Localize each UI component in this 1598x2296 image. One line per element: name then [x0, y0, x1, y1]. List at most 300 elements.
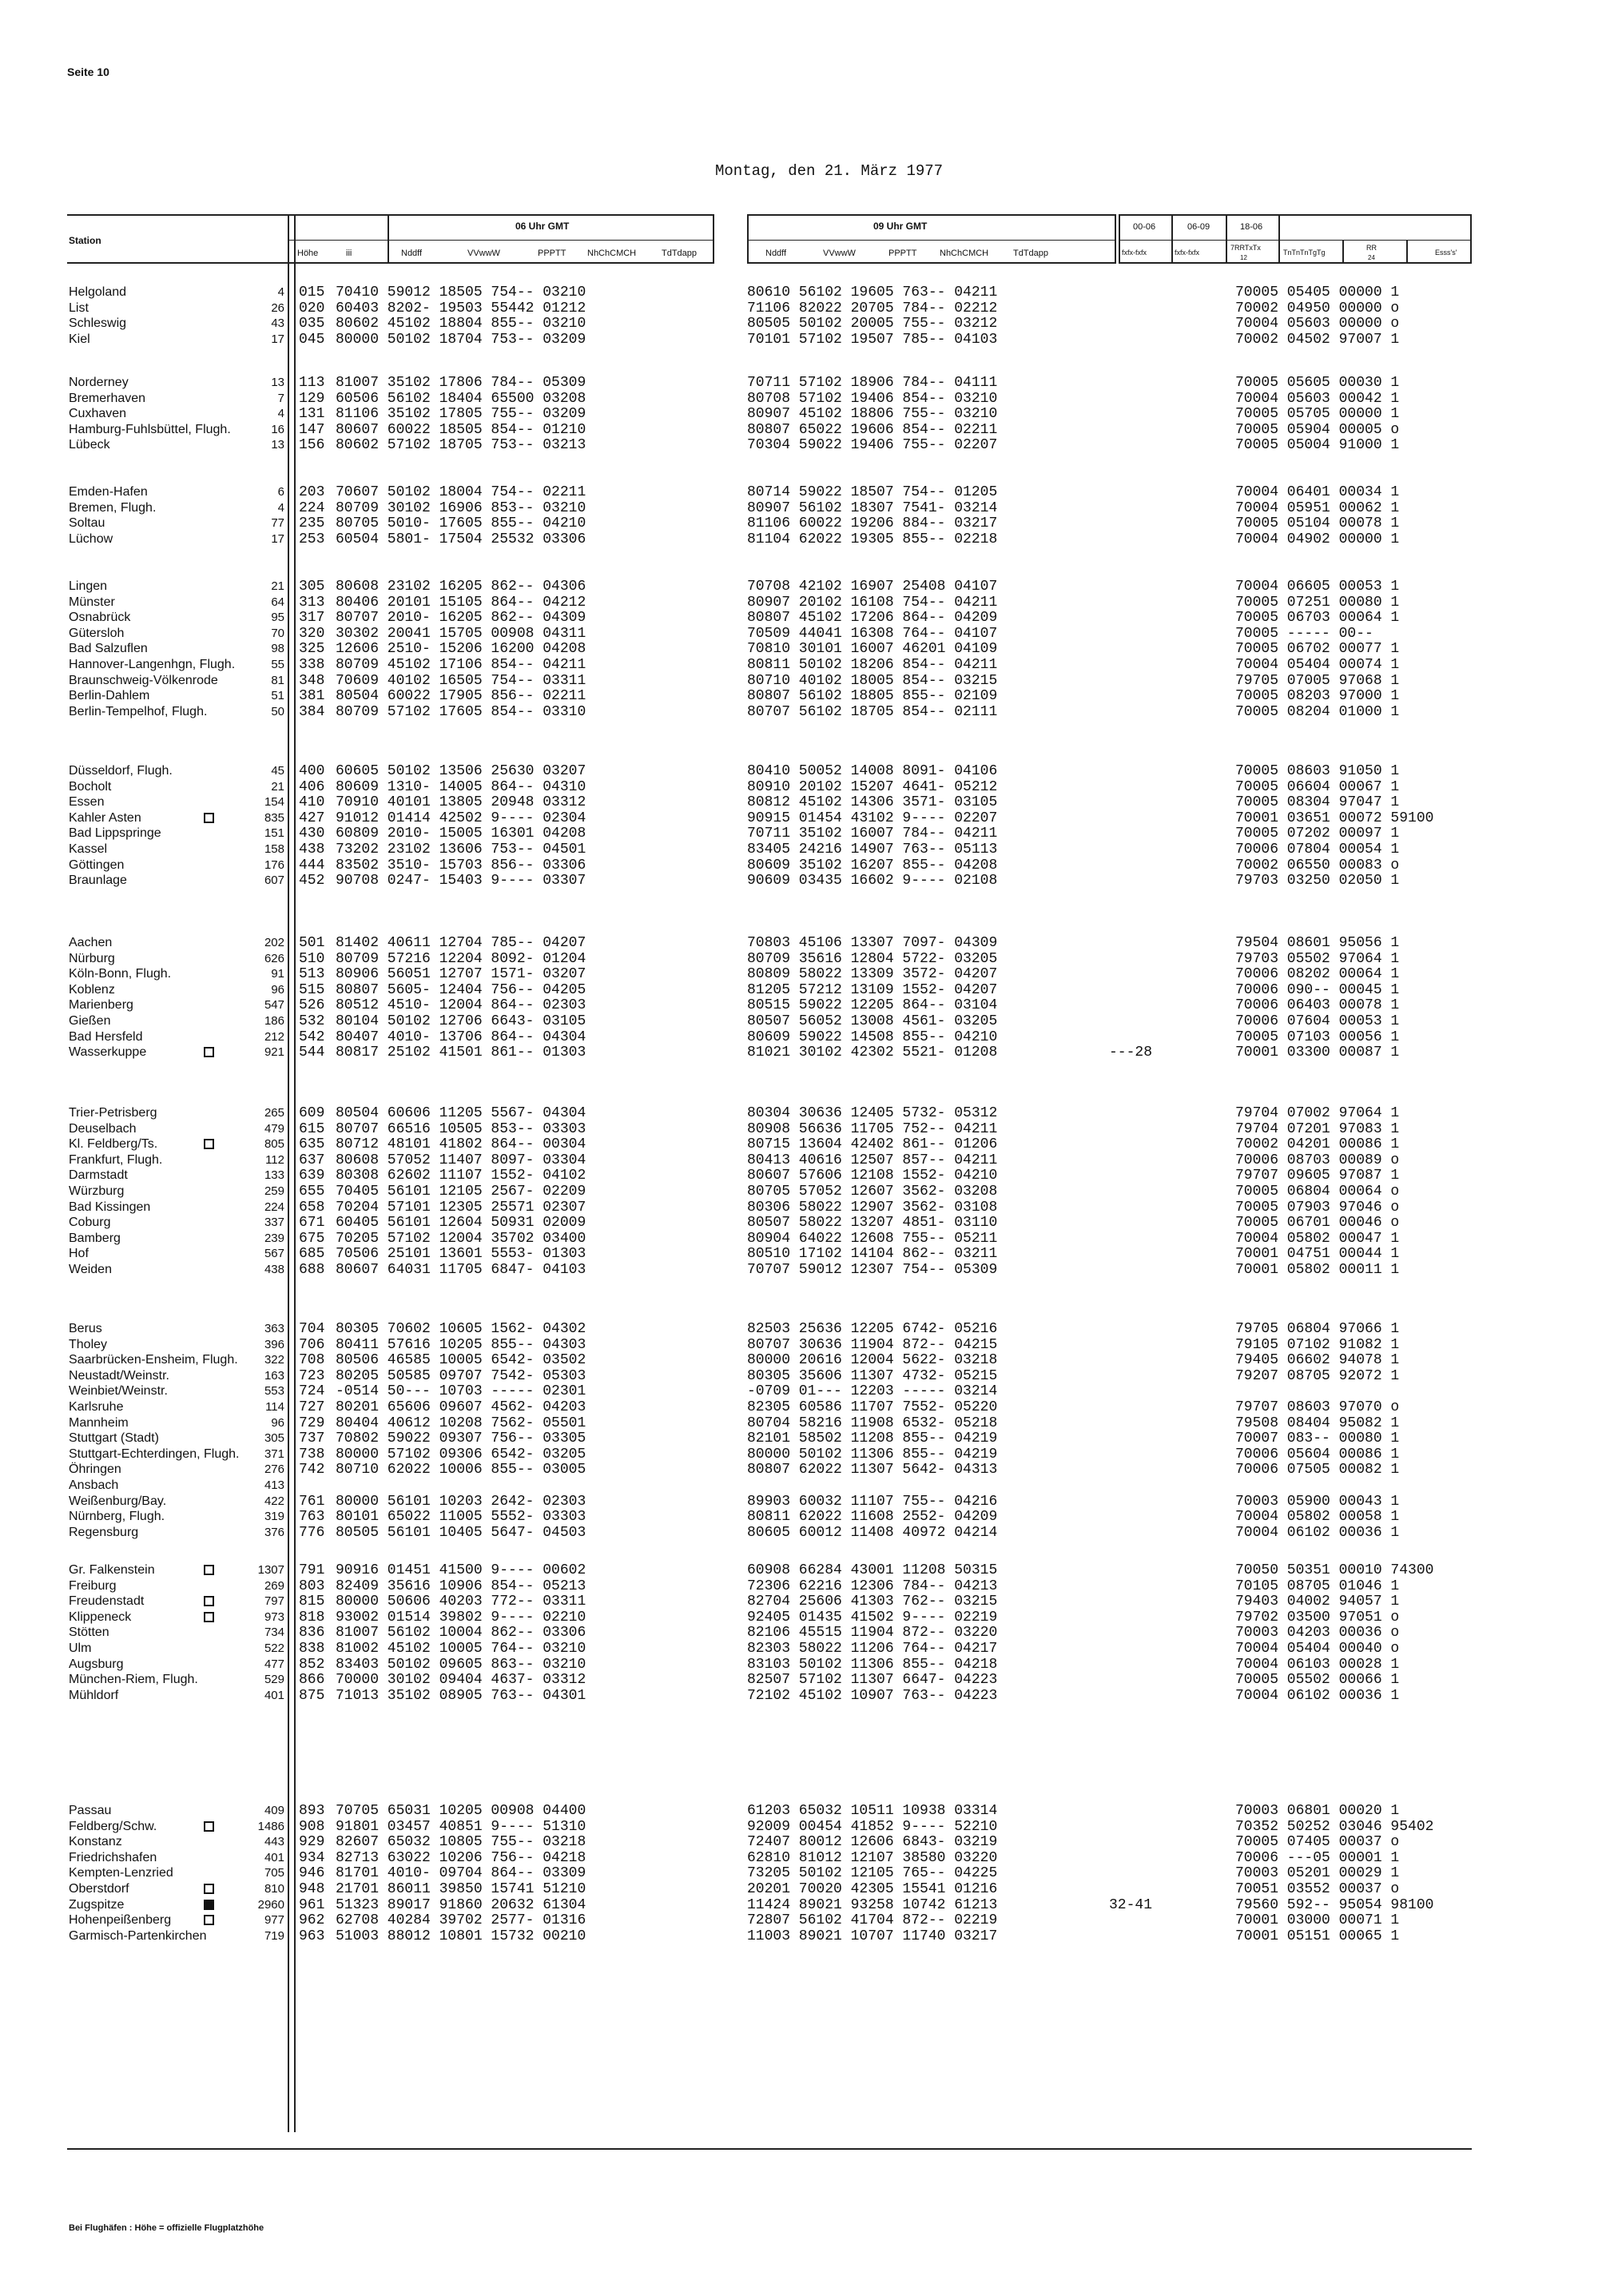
obs-06: 81402 40611 12704 785-- 04207 [336, 935, 586, 951]
obs-06: 80411 57616 10205 855-- 04303 [336, 1337, 586, 1353]
obs-09: 80812 45102 14306 3571- 03105 [747, 794, 998, 810]
station-height: 401 [264, 1689, 284, 1702]
station-id: 963 [299, 1928, 325, 1944]
obs-09: 70101 57102 19507 785-- 04103 [747, 332, 998, 348]
station-name: Kl. Feldberg/Ts. [69, 1137, 158, 1151]
obs-06: 80709 45102 17106 854-- 04211 [336, 657, 586, 673]
station-height: 376 [264, 1526, 284, 1539]
station-id: 852 [299, 1657, 325, 1673]
obs-06: 82607 65032 10805 755-- 03218 [336, 1834, 586, 1850]
obs-extra: 70003 05201 00029 1 [1235, 1865, 1400, 1881]
header-06-09: 06-09 [1187, 222, 1210, 232]
station-name: Ansbach [69, 1478, 119, 1492]
header-iii: iii [346, 249, 352, 258]
station-id: 035 [299, 316, 325, 332]
header-00-06: 00-06 [1133, 222, 1156, 232]
obs-09: 72102 45102 10907 763-- 04223 [747, 1688, 998, 1704]
station-id: 427 [299, 810, 325, 826]
obs-06: 80608 57052 11407 8097- 03304 [336, 1152, 586, 1168]
station-name: Zugspitze [69, 1898, 125, 1912]
station-height: 479 [264, 1122, 284, 1136]
station-name: Marienberg [69, 998, 133, 1012]
obs-extra: 79508 08404 95082 1 [1235, 1415, 1400, 1431]
obs-extra: 70004 06401 00034 1 [1235, 484, 1400, 500]
station-name: Passau [69, 1804, 112, 1817]
station-id: 639 [299, 1168, 325, 1184]
station-marker-box [204, 1565, 214, 1575]
obs-09: 80510 17102 14104 862-- 03211 [747, 1246, 998, 1262]
obs-09: 80705 57052 12607 3562- 03208 [747, 1184, 998, 1200]
station-id: 838 [299, 1641, 325, 1657]
station-height: 13 [271, 376, 284, 389]
station-id: 675 [299, 1231, 325, 1247]
obs-06: 51323 89017 91860 20632 61304 [336, 1897, 586, 1913]
obs-06: 91012 01414 42502 9---- 02304 [336, 810, 586, 826]
obs-extra: 70007 083-- 00080 1 [1235, 1431, 1400, 1446]
station-height: 81 [271, 674, 284, 687]
obs-09: 83103 50102 11306 855-- 04218 [747, 1657, 998, 1673]
obs-extra: 79560 592-- 95054 98100 [1235, 1897, 1434, 1913]
obs-extra: 70005 06702 00077 1 [1235, 641, 1400, 657]
obs-09: 81205 57212 13109 1552- 04207 [747, 982, 998, 998]
obs-extra: 70051 03552 00037 o [1235, 1881, 1400, 1897]
obs-extra: 70003 06801 00020 1 [1235, 1803, 1400, 1819]
station-id: 893 [299, 1803, 325, 1819]
obs-09: 80811 50102 18206 854-- 04211 [747, 657, 998, 673]
obs-06: 81007 35102 17806 784-- 05309 [336, 375, 586, 391]
header-18-06: 18-06 [1240, 222, 1263, 232]
obs-extra: 79702 03500 97051 o [1235, 1610, 1400, 1626]
station-id: 131 [299, 406, 325, 422]
header-hohe: Höhe [297, 249, 319, 258]
obs-09: 80907 20102 16108 754-- 04211 [747, 595, 998, 611]
station-id: 438 [299, 842, 325, 858]
station-height: 401 [264, 1851, 284, 1864]
station-marker-box [204, 1139, 214, 1149]
obs-06: 60403 8202- 19503 55442 01212 [336, 300, 586, 316]
obs-06: 80308 62602 11107 1552- 04102 [336, 1168, 586, 1184]
station-name: Öhringen [69, 1462, 121, 1476]
station-id: 313 [299, 595, 325, 611]
header-09-col: PPPTT [888, 249, 917, 258]
obs-extra: 70002 06550 00083 o [1235, 858, 1400, 873]
obs-09: 80605 60012 11408 40972 04214 [747, 1525, 998, 1541]
station-height: 422 [264, 1494, 284, 1508]
station-id: 406 [299, 779, 325, 795]
obs-09: 80714 59022 18507 754-- 01205 [747, 484, 998, 500]
obs-extra: 70001 03300 00087 1 [1235, 1045, 1400, 1060]
obs-06: 90916 01451 41500 9---- 00602 [336, 1562, 586, 1578]
obs-extra: 70005 06804 00064 o [1235, 1184, 1400, 1200]
obs-06: 60809 2010- 15005 16301 04208 [336, 826, 586, 842]
obs-extra: 70003 04203 00036 o [1235, 1625, 1400, 1641]
header-09-col: TdTdapp [1013, 249, 1049, 258]
station-height: 269 [264, 1579, 284, 1593]
station-id: 727 [299, 1399, 325, 1415]
station-name: Stuttgart (Stadt) [69, 1431, 159, 1445]
obs-09: 83405 24216 14907 763-- 05113 [747, 842, 998, 858]
header-x-col: TnTnTnTgTg [1283, 249, 1326, 257]
obs-09: 92009 00454 41852 9---- 52210 [747, 1819, 998, 1835]
header-x-col: Esss's' [1435, 249, 1457, 257]
date-title: Montag, den 21. März 1977 [715, 162, 944, 180]
header-x-sub: 12 [1240, 254, 1247, 261]
obs-extra: 70005 05502 00066 1 [1235, 1672, 1400, 1688]
station-height: 17 [271, 532, 284, 546]
station-id: 253 [299, 531, 325, 547]
obs-extra: 70004 05404 00040 o [1235, 1641, 1400, 1657]
station-id: 763 [299, 1509, 325, 1525]
station-id: 532 [299, 1013, 325, 1029]
obs-09: 80607 57606 12108 1552- 04210 [747, 1168, 998, 1184]
obs-09: 80807 45102 17206 864-- 04209 [747, 610, 998, 626]
obs-09: 80306 58022 12907 3562- 03108 [747, 1200, 998, 1216]
station-height: 176 [264, 858, 284, 872]
station-height: 322 [264, 1353, 284, 1367]
station-name: Kempten-Lenzried [69, 1866, 173, 1880]
station-height: 2960 [257, 1898, 284, 1912]
station-id: 526 [299, 997, 325, 1013]
obs-extra: 70005 05705 00000 1 [1235, 406, 1400, 422]
obs-09: 80907 45102 18806 755-- 03210 [747, 406, 998, 422]
obs-extra: 70006 07604 00053 1 [1235, 1013, 1400, 1029]
obs-09: 70711 35102 16007 784-- 04211 [747, 826, 998, 842]
obs-09: 72306 62216 12306 784-- 04213 [747, 1578, 998, 1594]
station-id: 325 [299, 641, 325, 657]
station-name: Köln-Bonn, Flugh. [69, 967, 172, 981]
station-height: 45 [271, 764, 284, 778]
station-name: Helgoland [69, 285, 127, 299]
obs-06: 80201 65606 09607 4562- 04203 [336, 1399, 586, 1415]
station-height: 835 [264, 811, 284, 825]
obs-06: 80101 65022 11005 5552- 03303 [336, 1509, 586, 1525]
obs-extra: 70005 05605 00030 1 [1235, 375, 1400, 391]
header-x-col: fxfx-fxfx [1122, 249, 1147, 257]
station-name: Garmisch-Partenkirchen [69, 1929, 207, 1943]
station-id: 338 [299, 657, 325, 673]
obs-06: 70609 40102 16505 754-- 03311 [336, 673, 586, 689]
obs-extra: 70002 04201 00086 1 [1235, 1136, 1400, 1152]
obs-extra: 70002 04950 00000 o [1235, 300, 1400, 316]
station-id: 452 [299, 873, 325, 889]
obs-extra: 70004 04902 00000 1 [1235, 531, 1400, 547]
obs-09: 80907 56102 18307 7541- 03214 [747, 500, 998, 516]
obs-06: 82713 63022 10206 756-- 04218 [336, 1850, 586, 1866]
header-x-col: RR [1366, 244, 1377, 252]
header-06-col: TdTdapp [662, 249, 698, 258]
obs-09: 80908 56636 11705 752-- 04211 [747, 1121, 998, 1137]
obs-09: 90609 03435 16602 9---- 02108 [747, 873, 998, 889]
station-name: München-Riem, Flugh. [69, 1673, 198, 1686]
station-height: 163 [264, 1369, 284, 1383]
obs-09: 80707 56102 18705 854-- 02111 [747, 704, 998, 720]
station-name: Konstanz [69, 1835, 122, 1848]
obs-06: 62708 40284 39702 2577- 01316 [336, 1912, 586, 1928]
header-09-col: NhChCMCH [940, 249, 989, 258]
obs-extra: 70005 08304 97047 1 [1235, 794, 1400, 810]
obs-06: 80709 57102 17605 854-- 03310 [336, 704, 586, 720]
station-id: 410 [299, 794, 325, 810]
station-name: Feldberg/Schw. [69, 1820, 157, 1833]
obs-06: 12606 2510- 15206 16200 04208 [336, 641, 586, 657]
obs-extra: 70001 03651 00072 59100 [1235, 810, 1434, 826]
obs-extra: 70004 05603 00042 1 [1235, 391, 1400, 407]
obs-06: 81106 35102 17805 755-- 03209 [336, 406, 586, 422]
obs-06: 80000 56101 10203 2642- 02303 [336, 1494, 586, 1510]
obs-09: 80704 58216 11908 6532- 05218 [747, 1415, 998, 1431]
station-id: 875 [299, 1688, 325, 1704]
obs-extra: 70006 06403 00078 1 [1235, 997, 1400, 1013]
obs-06: 80712 48101 41802 864-- 00304 [336, 1136, 586, 1152]
station-id: 381 [299, 688, 325, 704]
obs-06: 70506 25101 13601 5553- 01303 [336, 1246, 586, 1262]
obs-09: 80807 56102 18805 855-- 02109 [747, 688, 998, 704]
station-height: 96 [271, 983, 284, 997]
obs-09: 80807 65022 19606 854-- 02211 [747, 422, 998, 438]
station-name: Regensburg [69, 1526, 139, 1539]
station-id: 348 [299, 673, 325, 689]
obs-06: 80705 5010- 17605 855-- 04210 [336, 515, 586, 531]
station-name: Göttingen [69, 858, 125, 872]
obs-09: 72807 56102 41704 872-- 02219 [747, 1912, 998, 1928]
obs-06: 80607 64031 11705 6847- 04103 [336, 1262, 586, 1278]
obs-09: 61203 65032 10511 10938 03314 [747, 1803, 998, 1819]
obs-06: 83403 50102 09605 863-- 03210 [336, 1657, 586, 1673]
obs-extra: 79707 08603 97070 o [1235, 1399, 1400, 1415]
obs-extra: 70004 06102 00036 1 [1235, 1525, 1400, 1541]
obs-extra: 70006 07804 00054 1 [1235, 842, 1400, 858]
obs-09: 80710 40102 18005 854-- 03215 [747, 673, 998, 689]
station-height: 70 [271, 627, 284, 640]
station-name: Bad Salzuflen [69, 642, 148, 655]
obs-06: 70802 59022 09307 756-- 03305 [336, 1431, 586, 1446]
station-id: 015 [299, 285, 325, 300]
obs-09: 82305 60586 11707 7552- 05220 [747, 1399, 998, 1415]
station-height: 319 [264, 1510, 284, 1523]
station-height: 212 [264, 1030, 284, 1044]
obs-09: 80609 59022 14508 855-- 04210 [747, 1029, 998, 1045]
obs-09: 80910 20102 15207 4641- 05212 [747, 779, 998, 795]
station-id: 776 [299, 1525, 325, 1541]
obs-extra: 79207 08705 92072 1 [1235, 1368, 1400, 1384]
obs-extra: 70006 08703 00089 o [1235, 1152, 1400, 1168]
obs-extra: 70004 05802 00047 1 [1235, 1231, 1400, 1247]
station-id: 738 [299, 1446, 325, 1462]
obs-09: 60908 66284 43001 11208 50315 [747, 1562, 998, 1578]
station-id: 946 [299, 1865, 325, 1881]
obs-09: 82303 58022 11206 764-- 04217 [747, 1641, 998, 1657]
station-height: 547 [264, 998, 284, 1012]
obs-09: 73205 50102 12105 765-- 04225 [747, 1865, 998, 1881]
obs-06: 70410 59012 18505 754-- 03210 [336, 285, 586, 300]
station-id: 400 [299, 763, 325, 779]
station-name: Würzburg [69, 1184, 125, 1198]
station-id: 934 [299, 1850, 325, 1866]
header-x-col: 7RRTxTx [1230, 244, 1261, 252]
obs-extra: 70050 50351 00010 74300 [1235, 1562, 1434, 1578]
station-height: 4 [277, 501, 284, 515]
station-name: Oberstdorf [69, 1882, 129, 1896]
obs-06: 70705 65031 10205 00908 04400 [336, 1803, 586, 1819]
obs-09: 80809 58022 13309 3572- 04207 [747, 966, 998, 982]
station-id: 836 [299, 1625, 325, 1641]
station-name: Weißenburg/Bay. [69, 1494, 167, 1508]
obs-09: 82503 25636 12205 6742- 05216 [747, 1321, 998, 1337]
station-id: 929 [299, 1834, 325, 1850]
obs-06: 80406 20101 15105 864-- 04212 [336, 595, 586, 611]
station-name: Nürburg [69, 952, 115, 965]
obs-09: 72407 80012 12606 6843- 03219 [747, 1834, 998, 1850]
obs-06: 80000 50606 40203 772-- 03311 [336, 1594, 586, 1610]
station-name: Berlin-Tempelhof, Flugh. [69, 705, 208, 718]
obs-extra: 79403 04002 94057 1 [1235, 1594, 1400, 1610]
obs-06: 70205 57102 12004 35702 03400 [336, 1231, 586, 1247]
obs-extra: 70001 05802 00011 1 [1235, 1262, 1400, 1278]
station-id: 156 [299, 437, 325, 453]
obs-extra: 70005 07903 97046 o [1235, 1200, 1400, 1216]
obs-extra: 79704 07201 97083 1 [1235, 1121, 1400, 1137]
obs-09: 11424 89021 93258 10742 61213 [747, 1897, 998, 1913]
obs-extra: 70004 05603 00000 o [1235, 316, 1400, 332]
obs-09: 90915 01454 43102 9---- 02207 [747, 810, 998, 826]
header-06-col: NhChCMCH [587, 249, 637, 258]
obs-06: 80404 40612 10208 7562- 05501 [336, 1415, 586, 1431]
station-height: 112 [265, 1153, 284, 1167]
station-id: 542 [299, 1029, 325, 1045]
header-09-gmt: 09 Uhr GMT [873, 221, 928, 232]
station-name: Schleswig [69, 316, 127, 330]
obs-extra: 79705 06804 97066 1 [1235, 1321, 1400, 1337]
station-height: 705 [264, 1866, 284, 1880]
obs-extra: 70004 05404 00074 1 [1235, 657, 1400, 673]
station-id: 320 [299, 626, 325, 642]
station-marker-box [204, 1047, 214, 1057]
obs-09: 70707 59012 12307 754-- 05309 [747, 1262, 998, 1278]
obs-09: 80811 62022 11608 2552- 04209 [747, 1509, 998, 1525]
obs-09: 82704 25606 41303 762-- 03215 [747, 1594, 998, 1610]
station-height: 797 [264, 1594, 284, 1608]
station-id: 635 [299, 1136, 325, 1152]
obs-06: 81701 4010- 09704 864-- 03309 [336, 1865, 586, 1881]
station-id: 737 [299, 1431, 325, 1446]
obs-extra: 70005 07103 00056 1 [1235, 1029, 1400, 1045]
header-09-col: Nddff [765, 249, 787, 258]
station-id: 615 [299, 1121, 325, 1137]
station-name: Coburg [69, 1216, 111, 1229]
station-name: Essen [69, 795, 105, 809]
station-name: Karlsruhe [69, 1400, 124, 1414]
station-height: 371 [264, 1447, 284, 1461]
station-height: 77 [271, 516, 284, 530]
station-id: 609 [299, 1105, 325, 1121]
obs-extra: 79707 09605 97087 1 [1235, 1168, 1400, 1184]
obs-extra: 70005 ----- 00-- [1235, 626, 1373, 642]
obs-extra: 70005 07251 00080 1 [1235, 595, 1400, 611]
obs-extra: 79105 07102 91082 1 [1235, 1337, 1400, 1353]
station-name: Mühldorf [69, 1689, 119, 1702]
obs-extra: 70002 04502 97007 1 [1235, 332, 1400, 348]
station-id: 803 [299, 1578, 325, 1594]
station-marker-box [204, 1821, 214, 1832]
station-name: Cuxhaven [69, 407, 127, 420]
station-name: Weinbiet/Weinstr. [69, 1384, 168, 1398]
station-height: 55 [271, 658, 284, 671]
obs-06: 80602 57102 18705 753-- 03213 [336, 437, 586, 453]
station-height: 413 [264, 1478, 284, 1492]
station-height: 154 [264, 795, 284, 809]
station-name: Emden-Hafen [69, 485, 148, 499]
obs-extra: 70004 05951 00062 1 [1235, 500, 1400, 516]
obs-extra: 70005 08203 97000 1 [1235, 688, 1400, 704]
station-id: 723 [299, 1368, 325, 1384]
gust-value: 32-41 [1109, 1897, 1153, 1913]
station-name: Bremerhaven [69, 392, 146, 405]
station-height: 158 [264, 842, 284, 856]
station-name: Braunschweig-Völkenrode [69, 674, 218, 687]
station-name: Kahler Asten [69, 811, 141, 825]
obs-09: 81106 60022 19206 884-- 03217 [747, 515, 998, 531]
station-height: 21 [271, 780, 284, 794]
station-name: List [69, 301, 89, 315]
station-height: 734 [264, 1626, 284, 1639]
obs-extra: 79405 06602 94078 1 [1235, 1352, 1400, 1368]
obs-06: 21701 86011 39850 15741 51210 [336, 1881, 586, 1897]
obs-06: 51003 88012 10801 15732 00210 [336, 1928, 586, 1944]
station-id: 818 [299, 1610, 325, 1626]
obs-09: 70803 45106 13307 7097- 04309 [747, 935, 998, 951]
obs-09: 80000 20616 12004 5622- 03218 [747, 1352, 998, 1368]
obs-06: 73202 23102 13606 753-- 04501 [336, 842, 586, 858]
obs-09: 70711 57102 18906 784-- 04111 [747, 375, 998, 391]
station-name: Bad Kissingen [69, 1200, 151, 1214]
obs-extra: 79705 07005 97068 1 [1235, 673, 1400, 689]
station-name: Gr. Falkenstein [69, 1563, 155, 1577]
page-label: Seite 10 [67, 66, 109, 78]
obs-09: 81021 30102 42302 5521- 01208 [747, 1045, 998, 1060]
station-name: Berus [69, 1322, 102, 1335]
station-name: Wasserkuppe [69, 1045, 147, 1059]
station-id: 444 [299, 858, 325, 873]
station-id: 510 [299, 951, 325, 967]
obs-06: 60504 5801- 17504 25532 03306 [336, 531, 586, 547]
station-id: 685 [299, 1246, 325, 1262]
obs-06: 60405 56101 12604 50931 02009 [336, 1215, 586, 1231]
obs-06: 80817 25102 41501 861-- 01303 [336, 1045, 586, 1060]
station-name: Stuttgart-Echterdingen, Flugh. [69, 1447, 240, 1461]
obs-09: 80709 35616 12804 5722- 03205 [747, 951, 998, 967]
station-name: Saarbrücken-Ensheim, Flugh. [69, 1353, 238, 1367]
station-height: 276 [264, 1462, 284, 1476]
station-id: 203 [299, 484, 325, 500]
station-height: 224 [264, 1200, 284, 1214]
station-height: 186 [264, 1014, 284, 1028]
obs-06: 60605 50102 13506 25630 03207 [336, 763, 586, 779]
station-name: Weiden [69, 1263, 112, 1276]
obs-extra: 70005 07405 00037 o [1235, 1834, 1400, 1850]
obs-06: -0514 50--- 10703 ----- 02301 [336, 1383, 586, 1399]
header-x-col: fxfx-fxfx [1175, 249, 1199, 257]
station-id: 706 [299, 1337, 325, 1353]
obs-06: 80305 70602 10605 1562- 04302 [336, 1321, 586, 1337]
station-name: Mannheim [69, 1416, 129, 1430]
station-id: 513 [299, 966, 325, 982]
station-marker-box [204, 1884, 214, 1894]
obs-06: 80707 2010- 16205 862-- 04309 [336, 610, 586, 626]
obs-09: 80304 30636 12405 5732- 05312 [747, 1105, 998, 1121]
station-height: 810 [264, 1882, 284, 1896]
obs-09: 80410 50052 14008 8091- 04106 [747, 763, 998, 779]
station-id: 020 [299, 300, 325, 316]
